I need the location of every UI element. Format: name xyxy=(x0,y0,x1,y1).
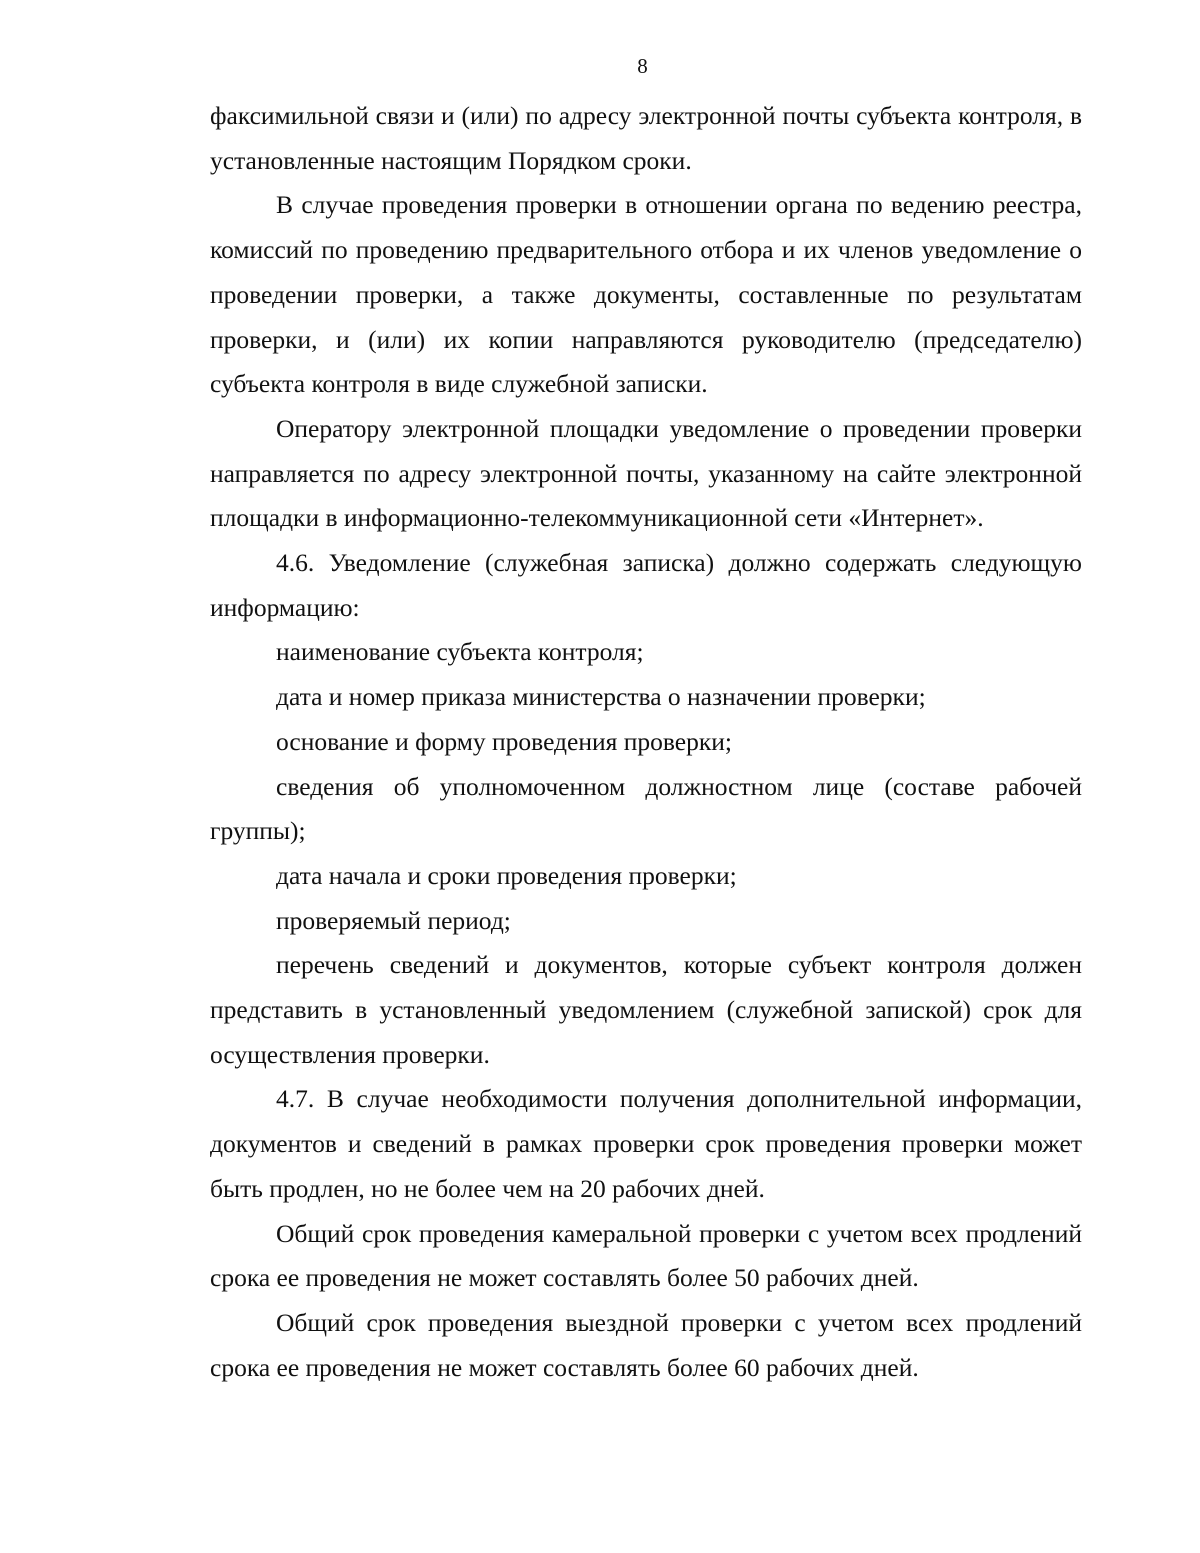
list-item-start-date: дата начала и сроки проведения проверки; xyxy=(276,860,737,890)
paragraph-operator: Оператору электронной площадки уведомление о проведении проверки направляется по адресу электронной почты, указанному на сайте электронной площадки в информационно-телекоммуникационной сети «Интернет». xyxy=(210,413,1082,533)
list-item-order-date: дата и номер приказа министерства о назначении проверки; xyxy=(276,682,926,712)
paragraph-section-4-6: 4.6. Уведомление (служебная записка) должно содержать следующую информацию: xyxy=(210,548,1082,622)
list-item-period: проверяемый период; xyxy=(276,905,511,935)
paragraph-section-4-7: 4.7. В случае необходимости получения дополнительной информации, документов и сведений в рамках проверки срок проведения проверки может быть продлен, но не более чем на 20 рабочих дней. xyxy=(210,1084,1082,1203)
paragraph-continuation-fax: факсимильной связи и (или) по адресу электронной почты субъекта контроля, в установленные настоящим Порядком сроки. xyxy=(210,101,1082,175)
list-item-official: сведения об уполномоченном должностном лице (составе рабочей группы); xyxy=(210,771,1082,846)
list-item-documents: перечень сведений и документов, которые субъект контроля должен представить в установленный уведомлением (служебной запиской) срок для осуществления проверки. xyxy=(210,950,1082,1069)
paragraph-desk-audit-term: Общий срок проведения камеральной проверки с учетом всех продлений срока ее проведения не может составлять более 50 рабочих дней. xyxy=(210,1218,1082,1293)
paragraph-field-audit-term: Общий срок проведения выездной проверки с учетом всех продлений срока ее проведения не может составлять более 60 рабочих дней. xyxy=(210,1307,1082,1382)
document-body xyxy=(210,94,1082,1390)
paragraph-registry-body: В случае проведения проверки в отношении органа по ведению реестра, комиссий по проведению предварительного отбора и их членов уведомление о проведении проверки, а также документы, составленные по результатам проверки, и (или) их копии направляются руководителю (председателю) субъекта контроля в виде служебной записки. xyxy=(210,190,1082,399)
list-item-basis-form: основание и форму проведения проверки; xyxy=(276,726,732,756)
page-number: 8 xyxy=(637,54,648,78)
list-item-subject-name: наименование субъекта контроля; xyxy=(276,637,644,667)
